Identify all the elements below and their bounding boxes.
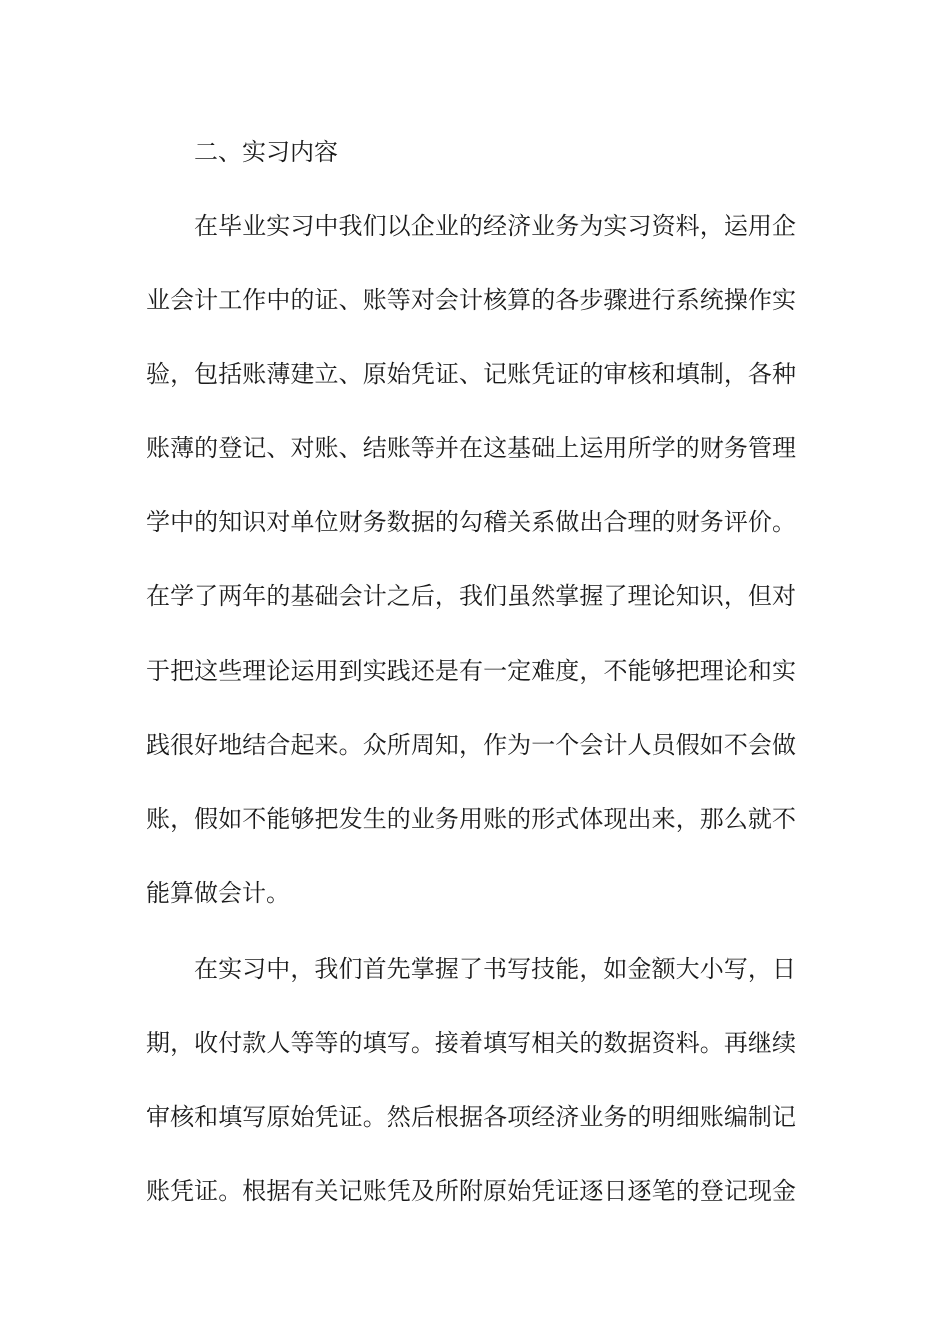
text-line: 能算做会计。 <box>146 879 290 907</box>
text-line: 在实习中，我们首先掌握了书写技能，如金额大小写，日 <box>194 955 796 983</box>
text-line: 账凭证。根据有关记账凭及所附原始凭证逐日逐笔的登记现金 <box>146 1177 796 1205</box>
text-line: 在学了两年的基础会计之后，我们虽然掌握了理论知识，但对 <box>146 582 796 610</box>
text-line: 业会计工作中的证、账等对会计核算的各步骤进行系统操作实 <box>146 286 796 314</box>
text-line: 践很好地结合起来。众所周知，作为一个会计人员假如不会做 <box>146 731 796 759</box>
text-line: 于把这些理论运用到实践还是有一定难度，不能够把理论和实 <box>146 657 796 685</box>
section-heading: 二、实习内容 <box>194 138 338 166</box>
text-line: 在毕业实习中我们以企业的经济业务为实习资料，运用企 <box>194 212 796 240</box>
text-line: 审核和填写原始凭证。然后根据各项经济业务的明细账编制记 <box>146 1103 796 1131</box>
text-line: 学中的知识对单位财务数据的勾稽关系做出合理的财务评价。 <box>146 508 796 536</box>
text-line: 期，收付款人等等的填写。接着填写相关的数据资料。再继续 <box>146 1029 796 1057</box>
text-line: 账，假如不能够把发生的业务用账的形式体现出来，那么就不 <box>146 805 796 833</box>
text-line: 账薄的登记、对账、结账等并在这基础上运用所学的财务管理 <box>146 434 796 462</box>
text-line: 验，包括账薄建立、原始凭证、记账凭证的审核和填制，各种 <box>146 360 796 388</box>
